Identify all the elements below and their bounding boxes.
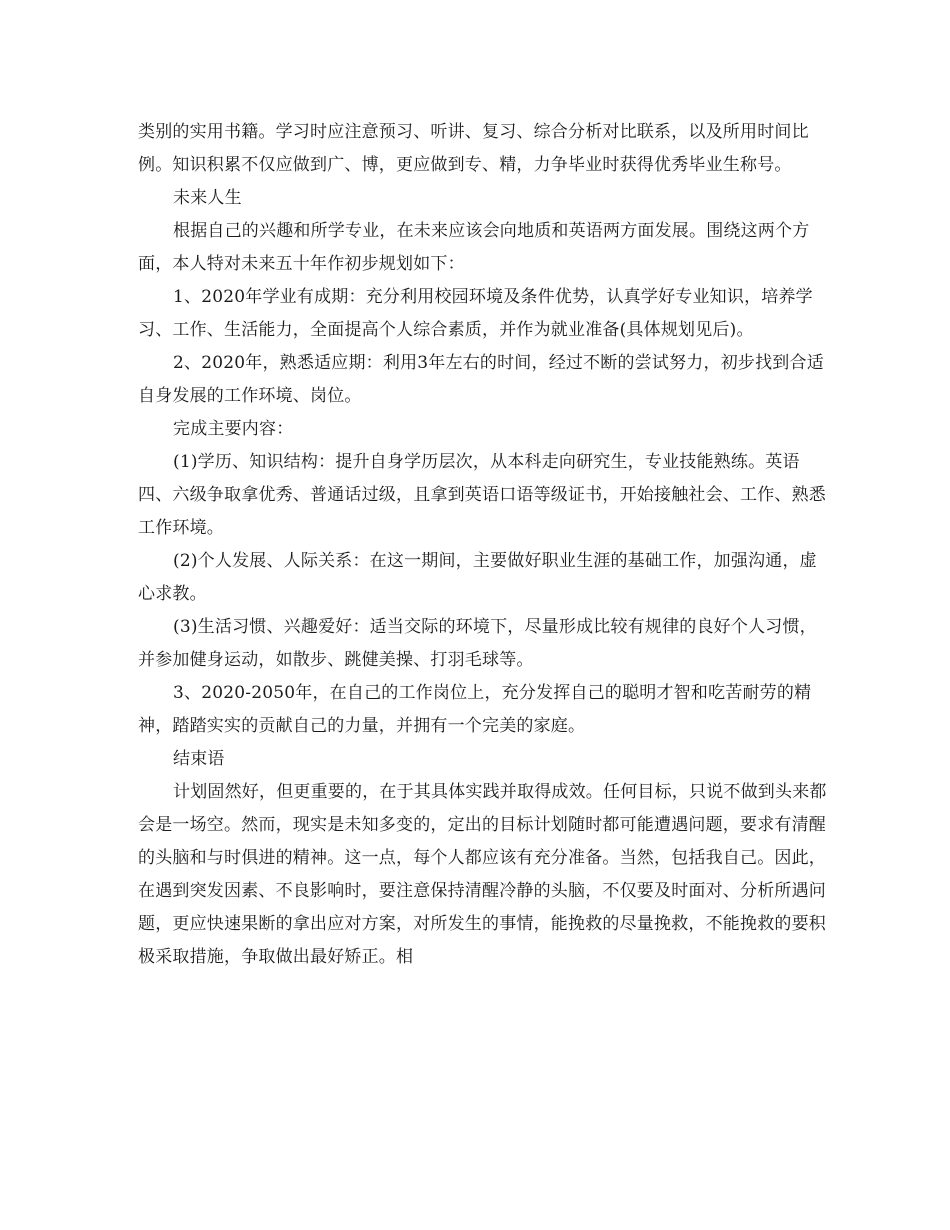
paragraph-main-content-label: 完成主要内容： (173, 419, 294, 439)
section-heading-future-life: 未来人生 (173, 188, 242, 208)
paragraph-continuation: 类别的实用书籍。学习时应注意预习、听讲、复习、综合分析对比联系，以及所用时间比例。知识积累不仅应做到广、博，更应做到专、精，力争毕业时获得优秀毕业生称号。 (138, 122, 809, 175)
paragraph-item-personal-development: (2)个人发展、人际关系：在这一期间，主要做好职业生涯的基础工作，加强沟通，虚心求教。 (138, 551, 817, 604)
paragraph-item-habits: (3)生活习惯、兴趣爱好：适当交际的环境下，尽量形成比较有规律的良好个人习惯，并参加健身运动，如散步、跳健美操、打羽毛球等。 (138, 617, 817, 670)
paragraph-plan-stage-1: 1、2020年学业有成期：充分利用校园环境及条件优势，认真学好专业知识，培养学习、工作、生活能力，全面提高个人综合素质，并作为就业准备(具体规划见后)。 (138, 287, 813, 340)
section-heading-conclusion: 结束语 (173, 749, 225, 769)
paragraph-direction: 根据自己的兴趣和所学专业，在未来应该会向地质和英语两方面发展。围绕这两个方面，本人特对未来五十年作初步规划如下： (138, 221, 810, 274)
document-body (138, 116, 828, 974)
paragraph-plan-stage-2: 2、2020年，熟悉适应期：利用3年左右的时间，经过不断的尝试努力，初步找到合适自身发展的工作环境、岗位。 (138, 353, 824, 406)
paragraph-plan-stage-3: 3、2020-2050年，在自己的工作岗位上，充分发挥自己的聪明才智和吃苦耐劳的精神，踏踏实实的贡献自己的力量，并拥有一个完美的家庭。 (138, 683, 812, 736)
paragraph-conclusion: 计划固然好，但更重要的，在于其具体实践并取得成效。任何目标，只说不做到头来都会是一场空。然而，现实是未知多变的，定出的目标计划随时都可能遭遇问题，要求有清醒的头脑和与时俱进的精神。这一点，每个人都应该有充分准备。当然，包括我自己。因此，在遇到突发因素、不良影响时，要注意保持清醒冷静的头脑，不仅要及时面对、分析所遇问题，更应快速果断的拿出应对方案，对所发生的事情，能挽救的尽量挽救，不能挽救的要积极采取措施，争取做出最好矫正。相 (138, 782, 827, 967)
paragraph-item-education: (1)学历、知识结构：提升自身学历层次，从本科走向研究生，专业技能熟练。英语四、六级争取拿优秀、普通话过级，且拿到英语口语等级证书，开始接触社会、工作、熟悉工作环境。 (138, 452, 826, 538)
